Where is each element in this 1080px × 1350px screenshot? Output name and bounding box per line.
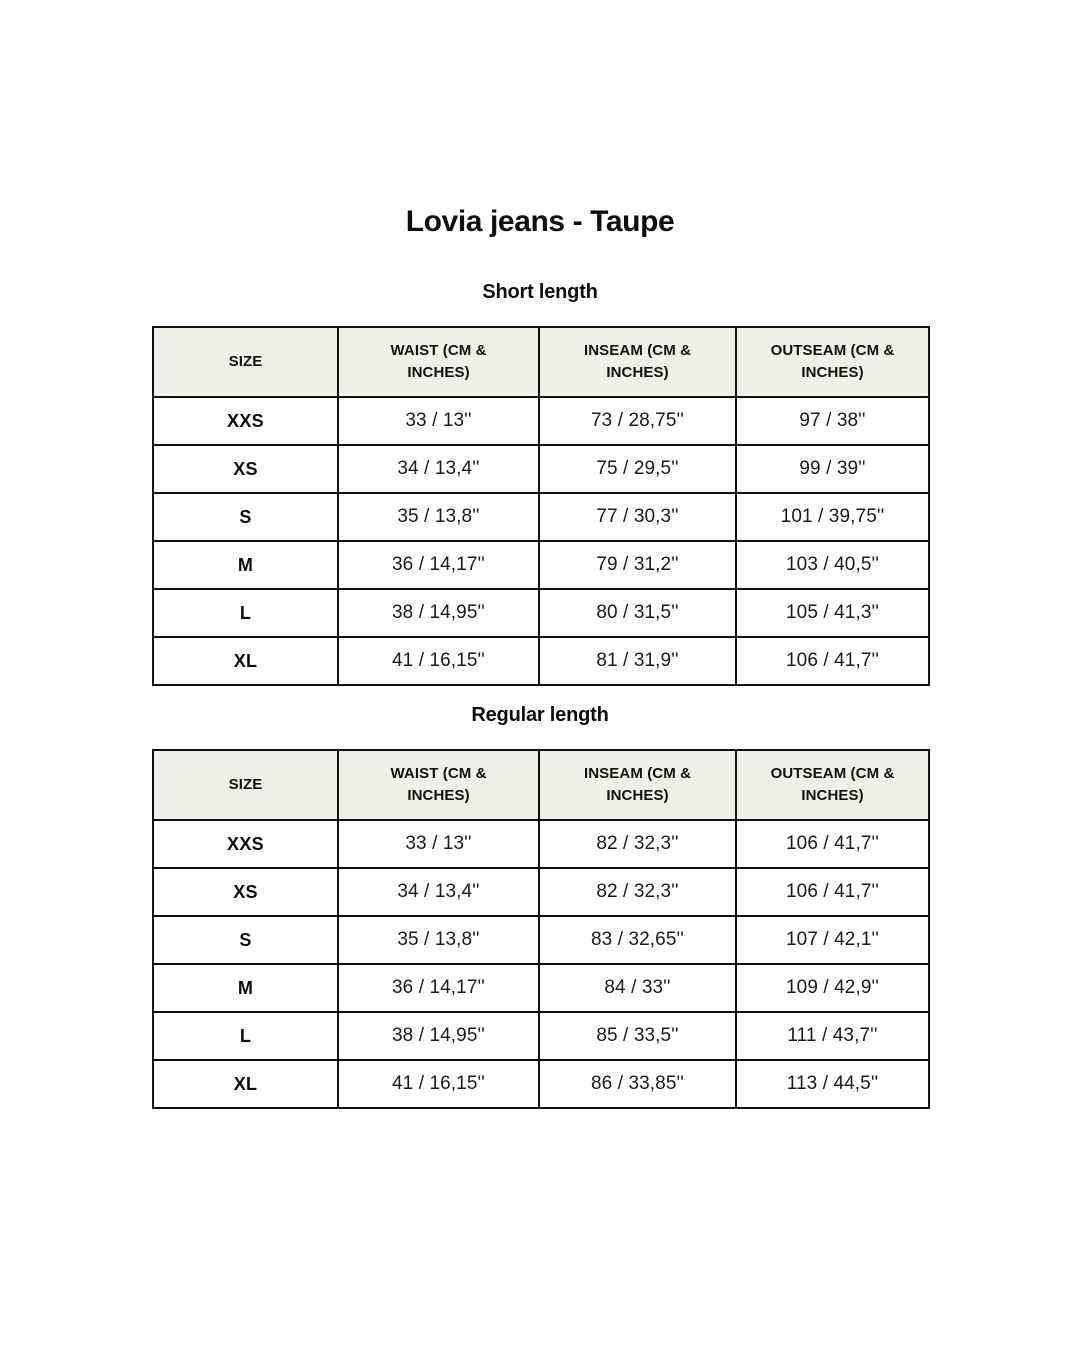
cell-outseam: 106 / 41,7''	[736, 637, 929, 685]
cell-waist: 35 / 13,8''	[338, 916, 539, 964]
cell-outseam: 107 / 42,1''	[736, 916, 929, 964]
cell-inseam: 77 / 30,3''	[539, 493, 736, 541]
cell-waist: 36 / 14,17''	[338, 964, 539, 1012]
cell-outseam: 113 / 44,5''	[736, 1060, 929, 1108]
table-row	[153, 964, 929, 1012]
cell-waist: 33 / 13''	[338, 820, 539, 868]
page-title: Lovia jeans - Taupe	[405, 205, 675, 238]
cell-size: S	[153, 916, 338, 964]
cell-size: M	[153, 964, 338, 1012]
cell-inseam: 82 / 32,3''	[539, 820, 736, 868]
table-row	[153, 820, 929, 868]
table-row	[153, 445, 929, 493]
table-row	[153, 397, 929, 445]
table-header-row	[153, 750, 929, 820]
column-header-inseam-line2: INCHES)	[606, 787, 669, 804]
section-heading-short-length: Short length	[482, 281, 598, 303]
cell-waist: 34 / 13,4''	[338, 868, 539, 916]
cell-waist: 34 / 13,4''	[338, 445, 539, 493]
table-row	[153, 916, 929, 964]
table-row	[153, 589, 929, 637]
column-header-size	[153, 750, 338, 820]
column-header-inseam-line2: INCHES)	[606, 364, 669, 381]
cell-inseam: 81 / 31,9''	[539, 637, 736, 685]
cell-size: XL	[153, 637, 338, 685]
section-heading-regular-length: Regular length	[471, 704, 609, 726]
cell-waist: 41 / 16,15''	[338, 1060, 539, 1108]
cell-outseam: 103 / 40,5''	[736, 541, 929, 589]
cell-outseam: 101 / 39,75''	[736, 493, 929, 541]
size-section-short-length	[152, 278, 928, 686]
cell-inseam: 86 / 33,85''	[539, 1060, 736, 1108]
cell-size: XS	[153, 868, 338, 916]
column-header-outseam-line2: INCHES)	[801, 787, 864, 804]
size-table-regular-length	[152, 749, 930, 1109]
size-table-short-length	[152, 326, 930, 686]
cell-outseam: 111 / 43,7''	[736, 1012, 929, 1060]
size-section-regular-length	[152, 701, 928, 1109]
column-header-waist	[338, 750, 539, 820]
cell-outseam: 99 / 39''	[736, 445, 929, 493]
column-header-outseam-line1: OUTSEAM (CM &	[770, 342, 895, 359]
cell-inseam: 84 / 33''	[539, 964, 736, 1012]
table-row	[153, 1012, 929, 1060]
cell-size: S	[153, 493, 338, 541]
table-row	[153, 541, 929, 589]
column-header-outseam-line2: INCHES)	[801, 364, 864, 381]
table-header-row	[153, 327, 929, 397]
cell-inseam: 73 / 28,75''	[539, 397, 736, 445]
cell-inseam: 83 / 32,65''	[539, 916, 736, 964]
cell-inseam: 85 / 33,5''	[539, 1012, 736, 1060]
table-row	[153, 637, 929, 685]
table-row	[153, 1060, 929, 1108]
cell-size: XXS	[153, 820, 338, 868]
cell-waist: 38 / 14,95''	[338, 1012, 539, 1060]
cell-outseam: 109 / 42,9''	[736, 964, 929, 1012]
cell-size: XXS	[153, 397, 338, 445]
column-header-waist-line2: INCHES)	[407, 787, 470, 804]
cell-waist: 36 / 14,17''	[338, 541, 539, 589]
cell-size: M	[153, 541, 338, 589]
cell-inseam: 75 / 29,5''	[539, 445, 736, 493]
cell-waist: 41 / 16,15''	[338, 637, 539, 685]
table-row	[153, 868, 929, 916]
column-header-outseam	[736, 327, 929, 397]
column-header-inseam	[539, 327, 736, 397]
cell-outseam: 105 / 41,3''	[736, 589, 929, 637]
cell-outseam: 106 / 41,7''	[736, 868, 929, 916]
cell-outseam: 97 / 38''	[736, 397, 929, 445]
cell-outseam: 106 / 41,7''	[736, 820, 929, 868]
column-header-inseam-line1: INSEAM (CM &	[583, 342, 692, 359]
column-header-inseam	[539, 750, 736, 820]
column-header-size-line1: SIZE	[228, 776, 263, 793]
cell-inseam: 79 / 31,2''	[539, 541, 736, 589]
cell-size: XL	[153, 1060, 338, 1108]
cell-size: L	[153, 589, 338, 637]
cell-size: L	[153, 1012, 338, 1060]
cell-waist: 33 / 13''	[338, 397, 539, 445]
column-header-size-line1: SIZE	[228, 353, 263, 370]
table-header	[153, 327, 929, 397]
table-header	[153, 750, 929, 820]
cell-inseam: 80 / 31,5''	[539, 589, 736, 637]
column-header-waist-line1: WAIST (CM &	[390, 765, 487, 782]
table-body	[153, 397, 929, 685]
column-header-outseam-line1: OUTSEAM (CM &	[770, 765, 895, 782]
column-header-inseam-line1: INSEAM (CM &	[583, 765, 692, 782]
cell-size: XS	[153, 445, 338, 493]
column-header-size	[153, 327, 338, 397]
column-header-waist	[338, 327, 539, 397]
cell-waist: 35 / 13,8''	[338, 493, 539, 541]
column-header-waist-line1: WAIST (CM &	[390, 342, 487, 359]
cell-inseam: 82 / 32,3''	[539, 868, 736, 916]
table-row	[153, 493, 929, 541]
cell-waist: 38 / 14,95''	[338, 589, 539, 637]
column-header-waist-line2: INCHES)	[407, 364, 470, 381]
column-header-outseam	[736, 750, 929, 820]
table-body	[153, 820, 929, 1108]
